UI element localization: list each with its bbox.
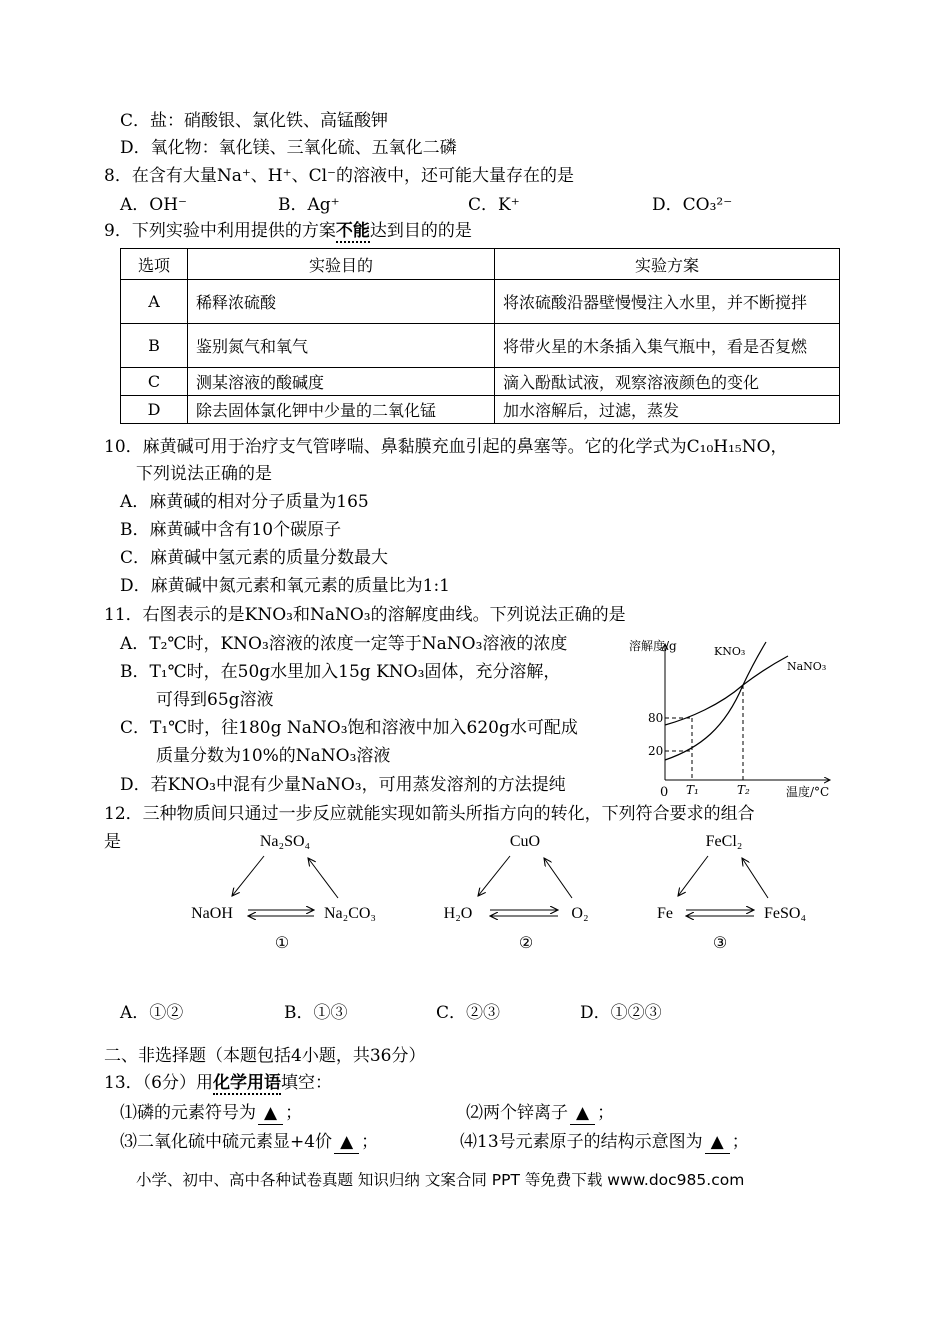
reaction-arrow	[678, 856, 708, 896]
semicolon: ；	[361, 1132, 379, 1152]
q10-option-b: B．麻黄碱中含有10个碳原子	[120, 520, 342, 540]
table-header: 实验方案	[495, 249, 840, 280]
answer-blank[interactable]: ▲	[334, 1131, 359, 1154]
question-8: 8．在含有大量Na⁺、H⁺、Cl⁻的溶液中，还可能大量存在的是	[104, 166, 575, 186]
experiment-table	[120, 248, 840, 424]
table-header: 选项	[121, 249, 188, 280]
question-10: 10．麻黄碱可用于治疗支气管哮喘、鼻黏膜充血引起的鼻塞等。它的化学式为C₁₀H₁₅NO，	[104, 437, 788, 457]
q13-item-text: ⑶二氧化硫中硫元素显+4价	[120, 1132, 333, 1152]
q13-item-4	[460, 1131, 749, 1154]
q11-option-d: D．若KNO₃中混有少量NaNO₃，可用蒸发溶剂的方法提纯	[120, 775, 566, 795]
table-header: 实验目的	[188, 249, 495, 280]
table-cell: 除去固体氯化钾中少量的二氧化锰	[188, 396, 495, 424]
table-cell: 滴入酚酞试液，观察溶液颜色的变化	[495, 368, 840, 396]
reaction-left: NaOH	[191, 905, 233, 922]
x-axis-label: 温度/°C	[786, 785, 830, 799]
reaction-group-2	[444, 833, 589, 952]
table-cell: 加水溶解后，过滤，蒸发	[495, 396, 840, 424]
table-cell: 稀释浓硫酸	[188, 280, 495, 324]
section-heading: 二、非选择题（本题包括4小题，共36分）	[104, 1046, 426, 1066]
reaction-arrow	[544, 858, 572, 898]
reaction-diagrams	[160, 826, 840, 956]
question-13	[104, 1072, 332, 1094]
q13-item-text: ⑴磷的元素符号为	[120, 1103, 256, 1123]
reaction-arrow	[308, 858, 338, 898]
table-cell: 鉴别氮气和氧气	[188, 324, 495, 368]
reaction-number: ②	[518, 935, 534, 952]
question-9	[104, 220, 472, 242]
reaction-left: H₂O	[443, 905, 473, 922]
legend-kno3: KNO₃	[714, 645, 746, 658]
page-footer: 小学、初中、高中各种试卷真题 知识归纳 文案合同 PPT 等免费下载 www.doc985.com	[136, 1171, 745, 1189]
y-tick-label: 20	[648, 744, 664, 758]
q11-option-c-cont: 质量分数为10%的NaNO₃溶液	[156, 746, 391, 766]
table-cell: 测某溶液的酸碱度	[188, 368, 495, 396]
y-axis-label: 溶解度/g	[629, 639, 677, 653]
q12-option-c: C．②③	[436, 1003, 501, 1023]
q12-option-d: D．①②③	[580, 1003, 662, 1023]
q12-option-b: B．①③	[284, 1003, 348, 1023]
reaction-right: O₂	[571, 905, 589, 922]
q11-option-b: B．T₁℃时，在50g水里加入15g KNO₃固体，充分溶解，	[120, 662, 561, 682]
answer-blank[interactable]: ▲	[258, 1102, 283, 1125]
q10-option-c: C．麻黄碱中氢元素的质量分数最大	[120, 548, 389, 568]
y-tick-label: 80	[648, 711, 664, 725]
q9-text-end: 达到目的的是	[369, 221, 472, 241]
question-12: 12．三种物质间只通过一步反应就能实现如箭头所指方向的转化，下列符合要求的组合	[104, 804, 755, 824]
q12-option-a: A．①②	[120, 1003, 184, 1023]
q13-item-2	[466, 1102, 614, 1125]
semicolon: ；	[597, 1103, 615, 1123]
reaction-number: ③	[712, 935, 728, 952]
table-cell: 将带火星的木条插入集气瓶中，看是否复燃	[495, 324, 840, 368]
x-tick-label: T₂	[737, 783, 750, 797]
q8-option-d: D．CO₃²⁻	[652, 195, 733, 215]
q9-emphasis: 不能	[335, 221, 370, 241]
question-11: 11．右图表示的是KNO₃和NaNO₃的溶解度曲线。下列说法正确的是	[104, 605, 626, 625]
option-line: D．氧化物：氧化镁、三氧化硫、五氧化二磷	[120, 138, 457, 158]
reaction-right: FeSO₄	[763, 905, 807, 922]
q11-option-a: A．T₂℃时，KNO₃溶液的浓度一定等于NaNO₃溶液的浓度	[120, 634, 568, 654]
q8-option-b: B．Ag⁺	[278, 195, 340, 215]
q9-text: 9．下列实验中利用提供的方案	[104, 221, 336, 241]
question-12-cont: 是	[104, 832, 121, 852]
x-tick-label: T₁	[686, 783, 699, 797]
origin-label: 0	[660, 785, 669, 800]
question-10-cont: 下列说法正确的是	[136, 464, 272, 484]
reaction-arrow	[742, 858, 768, 898]
reaction-group-1	[191, 833, 376, 952]
q13-text-end: 填空：	[280, 1073, 332, 1093]
option-line: C．盐：硝酸银、氯化铁、高锰酸钾	[120, 111, 389, 131]
q13-item-3	[120, 1131, 378, 1154]
q13-item-text: ⑵两个锌离子	[466, 1103, 568, 1123]
q11-option-b-cont: 可得到65g溶液	[156, 690, 274, 710]
reaction-top: FeCl₂	[705, 833, 743, 850]
reaction-arrow	[478, 856, 510, 896]
reaction-top: CuO	[509, 833, 541, 850]
q13-text: 13．（6分）用	[104, 1073, 213, 1093]
q10-option-a: A．麻黄碱的相对分子质量为165	[120, 492, 369, 512]
table-cell: B	[121, 324, 188, 368]
semicolon: ；	[731, 1132, 749, 1152]
reaction-left: Fe	[657, 905, 673, 922]
semicolon: ；	[285, 1103, 303, 1123]
q13-item-1	[120, 1102, 302, 1125]
table-cell: C	[121, 368, 188, 396]
q10-option-d: D．麻黄碱中氮元素和氧元素的质量比为1:1	[120, 576, 450, 596]
solubility-chart	[620, 630, 840, 800]
reaction-number: ①	[274, 935, 290, 952]
q8-option-a: A．OH⁻	[120, 195, 188, 215]
answer-blank[interactable]: ▲	[570, 1102, 595, 1125]
table-cell: 将浓硫酸沿器壁慢慢注入水里，并不断搅拌	[495, 280, 840, 324]
table-cell: A	[121, 280, 188, 324]
reaction-group-3	[657, 833, 806, 952]
reaction-right: Na₂CO₃	[323, 905, 377, 922]
kno3-curve	[665, 642, 766, 760]
reaction-arrow	[232, 856, 264, 896]
q11-option-c: C．T₁℃时，往180g NaNO₃饱和溶液中加入620g水可配成	[120, 718, 578, 738]
q13-emphasis: 化学用语	[212, 1073, 281, 1093]
q8-option-c: C．K⁺	[468, 195, 520, 215]
legend-nano3: NaNO₃	[787, 660, 827, 673]
answer-blank[interactable]: ▲	[705, 1131, 730, 1154]
table-cell: D	[121, 396, 188, 424]
reaction-top: Na₂SO₄	[259, 833, 311, 850]
q13-item-text: ⑷13号元素原子的结构示意图为	[460, 1132, 703, 1152]
